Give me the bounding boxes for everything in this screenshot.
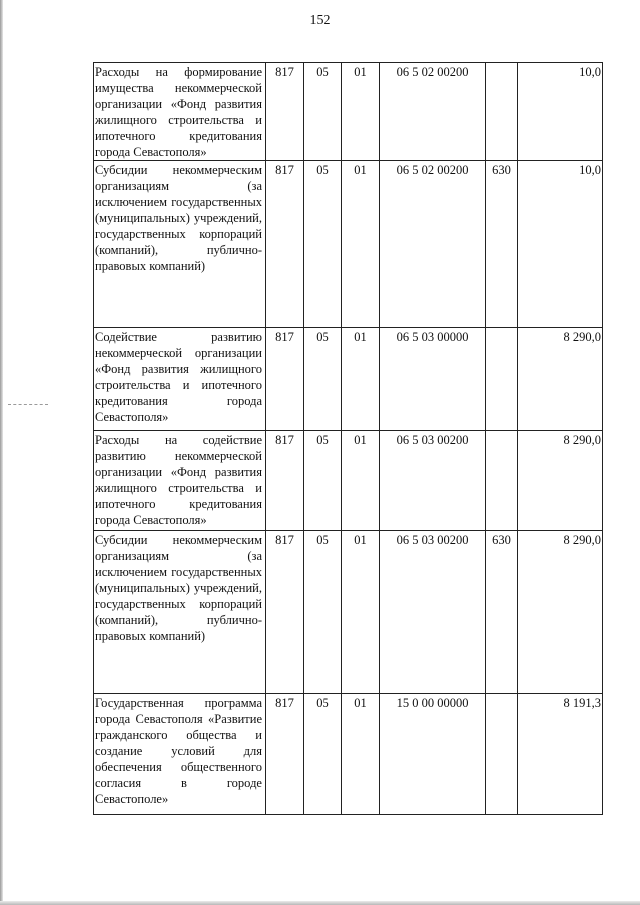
row-description: Субсидии некоммерческим организациям (за исключением государственных (муниципальных) учреждений, государственных корпораций (компаний), публично-правовых компаний) xyxy=(94,161,266,328)
ministry-code: 817 xyxy=(266,531,304,694)
scan-edge-shadow xyxy=(0,0,3,905)
row-description: Содействие развитию некоммерческой организации «Фонд развития жилищного строительства и ипотечного кредитования города Севастополя» xyxy=(94,328,266,431)
budget-table xyxy=(93,62,603,815)
target-article-code: 06 5 03 00000 xyxy=(380,328,486,431)
table-row xyxy=(94,63,603,161)
target-article-code: 15 0 00 00000 xyxy=(380,694,486,815)
table-row xyxy=(94,161,603,328)
table-row xyxy=(94,328,603,431)
amount: 8 290,0 xyxy=(518,328,603,431)
expense-type-code xyxy=(486,431,518,531)
table-row xyxy=(94,531,603,694)
row-description: Государственная программа города Севастополя «Развитие гражданского общества и создание условий для обеспечения общественного согласия в городе Севастополе» xyxy=(94,694,266,815)
expense-type-code xyxy=(486,694,518,815)
ministry-code: 817 xyxy=(266,431,304,531)
subsection-code: 01 xyxy=(342,63,380,161)
target-article-code: 06 5 02 00200 xyxy=(380,63,486,161)
section-code: 05 xyxy=(304,531,342,694)
amount: 10,0 xyxy=(518,63,603,161)
section-code: 05 xyxy=(304,431,342,531)
row-description: Субсидии некоммерческим организациям (за исключением государственных (муниципальных) учреждений, государственных корпораций (компаний), публично-правовых компаний) xyxy=(94,531,266,694)
ministry-code: 817 xyxy=(266,328,304,431)
target-article-code: 06 5 03 00200 xyxy=(380,431,486,531)
row-description: Расходы на содействие развитию некоммерческой организации «Фонд развития жилищного строительства и ипотечного кредитования города Севастополя» xyxy=(94,431,266,531)
section-code: 05 xyxy=(304,694,342,815)
section-code: 05 xyxy=(304,161,342,328)
expense-type-code xyxy=(486,328,518,431)
subsection-code: 01 xyxy=(342,328,380,431)
row-description: Расходы на формирование имущества некоммерческой организации «Фонд развития жилищного строительства и ипотечного кредитования города Севастополя» xyxy=(94,63,266,161)
amount: 8 191,3 xyxy=(518,694,603,815)
scan-bottom-shadow xyxy=(0,901,640,905)
expense-type-code: 630 xyxy=(486,161,518,328)
section-code: 05 xyxy=(304,63,342,161)
target-article-code: 06 5 03 00200 xyxy=(380,531,486,694)
amount: 8 290,0 xyxy=(518,431,603,531)
amount: 10,0 xyxy=(518,161,603,328)
ministry-code: 817 xyxy=(266,63,304,161)
table-row xyxy=(94,694,603,815)
ministry-code: 817 xyxy=(266,694,304,815)
section-code: 05 xyxy=(304,328,342,431)
subsection-code: 01 xyxy=(342,531,380,694)
expense-type-code: 630 xyxy=(486,531,518,694)
subsection-code: 01 xyxy=(342,694,380,815)
page-number: 152 xyxy=(309,13,331,28)
amount: 8 290,0 xyxy=(518,531,603,694)
scan-margin-mark xyxy=(8,404,48,407)
subsection-code: 01 xyxy=(342,431,380,531)
expense-type-code xyxy=(486,63,518,161)
target-article-code: 06 5 02 00200 xyxy=(380,161,486,328)
subsection-code: 01 xyxy=(342,161,380,328)
table-row xyxy=(94,431,603,531)
ministry-code: 817 xyxy=(266,161,304,328)
